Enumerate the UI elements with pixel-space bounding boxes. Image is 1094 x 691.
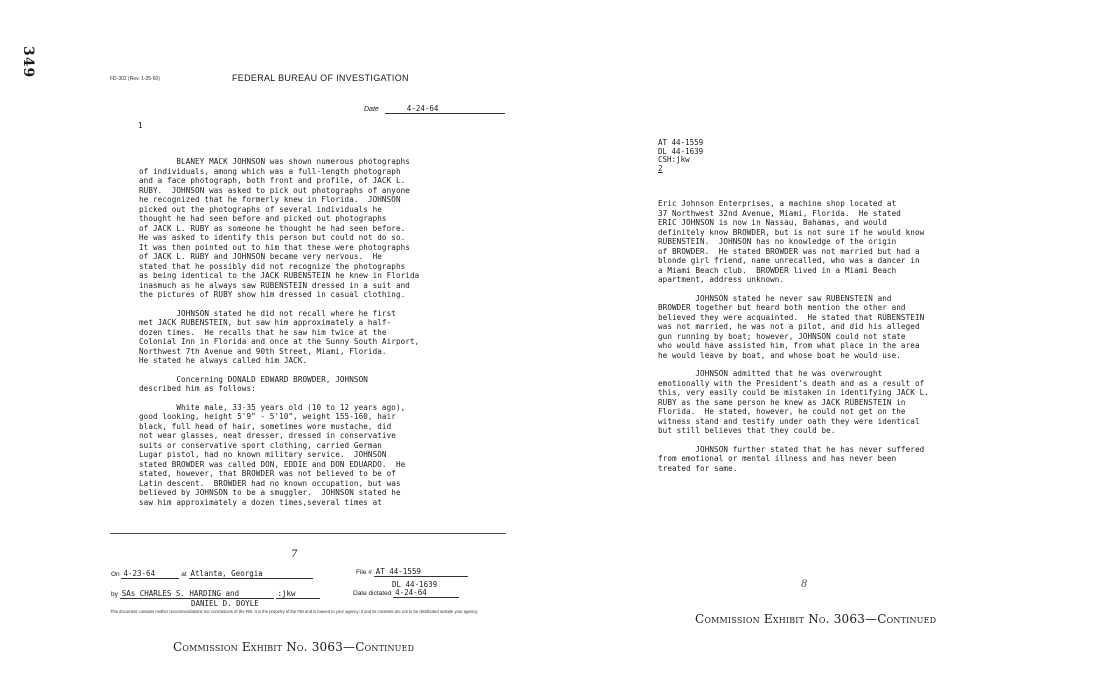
paragraph: JOHNSON stated he never saw RUBENSTEIN and BROWDER together but heard both mention the other and believed they were acquainted. He stated that RUBENSTEIN was not married, he was not a pilot, and did his alleged gun running by boat; however, JOHNSON could not state who would have assisted him, from what place in the area he would leave by boat, and whose boat he would use. (658, 293, 925, 360)
right-body (658, 199, 998, 473)
disclaimer: This document contains neither recommendations nor conclusions of the FBI. It is the property of the FBI and is loaned to your agency; it and its contents are not to be distributed outside your agency. (110, 609, 479, 614)
right-header (658, 139, 703, 173)
paragraph: BLANEY MACK JOHNSON was shown numerous photographs of individuals, among which was a full-length photograph and a face photograph, both front and profile, of JACK L. RUBY. JOHNSON was asked to pick out photographs of anyone he recognized that he formerly knew in Florida. JOHNSON picked out the photographs of several individuals he thought he had seen before and picked out photographs of JACK L. RUBY as someone he thought he had seen before. He was asked to identify this person but could not do so. It was then pointed out to him that these were photographs of JACK L. RUBY and JOHNSON became very nervous. He stated that he possibly did not recognize the photographs as being identical to the JACK RUBENSTEIN he knew in Florida inasmuch as he always saw RUBENSTEIN dressed in a suit and the pictures of RUBY show him dressed in casual clothing. (139, 157, 420, 299)
by-label: by (111, 591, 118, 598)
handwritten-page-mark: 7 (291, 549, 298, 560)
paragraph: JOHNSON stated he did not recall where he first met JACK RUBENSTEIN, but saw him approximately a half- dozen times. He recalls that he saw him twice at the Colonial Inn in Florida and once at the Sunny South Airport, Northwest 7th Avenue and 90th Street, Miami, Florida. He stated he always called him JACK. (139, 308, 420, 365)
header-line: AT 44-1559 (658, 138, 704, 147)
page-number-left: 1 (138, 121, 143, 130)
left-body (139, 157, 509, 507)
header-line: DL 44-1639 (658, 146, 704, 156)
paragraph: JOHNSON further stated that he has never suffered from emotional or mental illness and has never been treated for same. (658, 444, 925, 473)
agency-heading: FEDERAL BUREAU OF INVESTIGATION (232, 73, 409, 83)
agents: SAs CHARLES S. HARDING and (120, 589, 274, 599)
paragraph: Eric Johnson Enterprises, a machine shop located at 37 Northwest 32nd Avenue, Miami, Florida. He stated ERIC JOHNSON is now in Nassau, Bahamas, and would definitely know BROWDER, but is not sure if he would know RUBENSTEIN. JOHNSON has no knowledge of the origin of BROWDER. He stated BROWDER was not married but had a blonde girl friend, name unrecalled, who was a dancer in a Miami Beach club. BROWDER lived in a Miami Beach apartment, address unknown. (658, 199, 925, 284)
interview-date-location (111, 569, 313, 579)
exhibit-caption-right: Commission Exhibit No. 3063—Continued (695, 612, 937, 626)
date-label: Date (364, 106, 379, 113)
date-value: 4-24-64 (385, 104, 505, 114)
handwritten-page-mark: 8 (801, 579, 808, 590)
paragraph: Concerning DONALD EDWARD BROWDER, JOHNSON described him as follows: (139, 374, 368, 393)
paragraph: JOHNSON admitted that he was overwrought emotionally with the President's death and as a result of this, very easily could be mistaken in identifying JACK L. RUBY as the same person he knew as JACK RUBENSTEIN in Florida. He stated, however, he could not get on the witness stand and testify under oath they were identical but still believes that they could be. (658, 369, 929, 435)
on-label: On (111, 571, 120, 578)
date-dictated: 4-24-64 (393, 588, 459, 598)
interview-date: 4-23-64 (121, 569, 179, 579)
interview-location: Atlanta, Georgia (189, 569, 313, 579)
side-page-number: 349 (20, 46, 36, 79)
at-label: at (181, 571, 187, 578)
agent-2: DANIEL D. DOYLE (191, 599, 259, 608)
agents-line (111, 589, 320, 599)
paragraph: White male, 33-35 years old (10 to 12 years ago), good looking, height 5'9" - 5'10", weight 155-160, hair black, full head of hair, sometimes wore mustache, did not wear glasses, neat dresser, dressed in conservative suits or conservative sport clothing, carried German Lugar pistol, had no known military service. JOHNSON stated BROWDER was called DON, EDDIE and DON EDUARDO. He stated, however, that BROWDER was not believed to be of Latin descent. BROWDER had no known occupation, but was believed by JOHNSON to be a smuggler. JOHNSON stated he saw him approximately a dozen times,several times at (139, 402, 406, 507)
date-dictated-label: Date dictated (353, 590, 392, 597)
exhibit-caption-left: Commission Exhibit No. 3063—Continued (173, 640, 415, 654)
file-value: AT 44-1559 (374, 567, 468, 577)
file-number-2: DL 44-1639 (392, 580, 438, 589)
initials: :jkw (276, 589, 320, 599)
date-line (364, 104, 505, 114)
page-number-right: 2 (658, 163, 663, 173)
header-line: CSH:jkw (658, 155, 690, 164)
footer-rule (110, 533, 506, 534)
file-label: File # (356, 569, 372, 576)
form-id: FD-302 (Rev. 1-25-60) (110, 76, 160, 82)
date-dictated-line (353, 588, 459, 598)
file-number (356, 567, 468, 577)
